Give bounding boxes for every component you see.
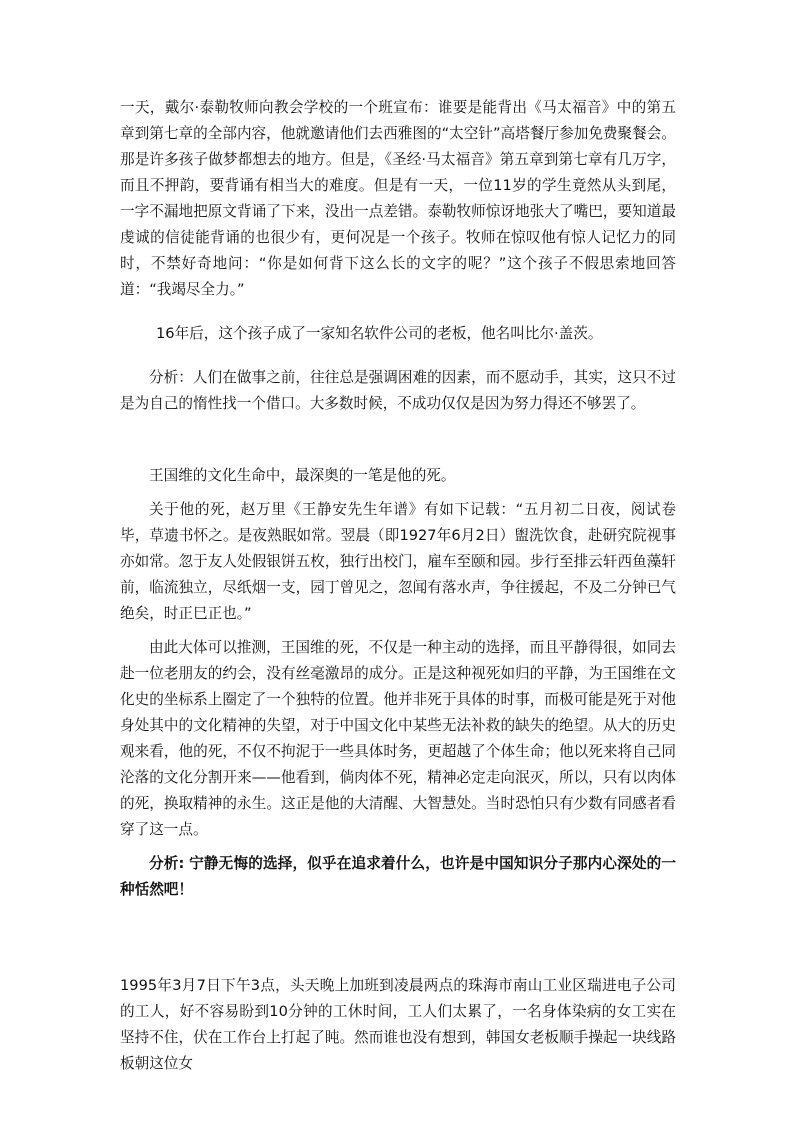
document-page (120, 95, 676, 1077)
paragraph-wang-guowei-death: 由此大体可以推测，王国维的死，不仅是一种主动的选择，而且平静得很，如同去赴一位老朋友的约会，没有丝毫激昂的成分。正是这种视死如归的平静，为王国维在文化史的坐标系上圈定了一个独特的位置。他并非死于具体的时事，而极可能是死于对他身处其中的文化精神的失望，对于中国文化中某些无法补救的缺失的绝望。从大的历史观来看，他的死，不仅不拘泥于一些具体时务，更超越了个体生命；他以死来将自己同沦落的文化分割开来——他看到，倘肉体不死，精神必定走向泯灭，所以，只有以肉体的死，换取精神的永生。这正是他的大清醒、大智慧处。当时恐怕只有少数有同感者看穿了这一点。 (120, 639, 676, 838)
paragraph-wang-guowei-intro: 王国维的文化生命中，最深奥的一笔是他的死。 (149, 467, 456, 484)
paragraph-analysis-calm (120, 851, 676, 903)
paragraph-dell-taylor: 一天，戴尔·泰勒牧师向教会学校的一个班宣布：谁要是能背出《马太福音》中的第五章到第七章的全部内容，他就邀请他们去西雅图的“太空针”高塔餐厅参加免费聚餐会。那是许多孩子做梦都想去的地方。但是，《圣经·马太福音》第五章到第七章有几万字，而且不押韵，要背诵有相当大的难度。但是有一天，一位11岁的学生竟然从头到尾，一字不漏地把原文背诵了下来，没出一点差错。泰勒牧师惊讶地张大了嘴巴，要知道最虔诚的信徒能背诵的也很少有，更何况是一个孩子。牧师在惊叹他有惊人记忆力的同时，不禁好奇地问：“你是如何背下这么长的文字的呢？”这个孩子不假思索地回答道：“我竭尽全力。” (120, 99, 676, 298)
paragraph-bill-gates: 16年后，这个孩子成了一家知名软件公司的老板，他名叫比尔·盖茨。 (156, 325, 603, 342)
paragraph-zhuhai-factory: 1995年3月7日下午3点，头天晚上加班到凌晨两点的珠海市南山工业区瑞进电子公司的工人，好不容易盼到10分钟的工休时间，工人们太累了，一名身体染病的女工实在坚持不住，伏在工作台上打起了盹。然而谁也没有想到，韩国女老板顺手操起一块线路板朝这位女 (120, 977, 676, 1072)
paragraph-analysis-effort: 分析：人们在做事之前，往往总是强调困难的因素，而不愿动手，其实，这只不过是为自己的惰性找一个借口。大多数时候，不成功仅仅是因为努力得还不够罢了。 (120, 369, 676, 412)
analysis-label: 分析: (149, 855, 185, 872)
paragraph-chronicle-quote: 关于他的死，赵万里《王静安先生年谱》有如下记载：“五月初二日夜，阅试卷毕，草遗书怀之。是夜熟眠如常。翌晨（即1927年6月2日）盥洗饮食，赴研究院视事亦如常。忽于友人处假银饼五枚，独行出校门，雇车至颐和园。步行至排云轩西鱼藻轩前，临流独立，尽纸烟一支，园丁曾见之，忽闻有落水声，争往援起，不及二分钟已气绝矣，时正巳正也。” (120, 501, 676, 622)
analysis-text: 宁静无悔的选择，似乎在追求着什么，也许是中国知识分子那内心深处的一种恬然吧！ (120, 855, 676, 898)
